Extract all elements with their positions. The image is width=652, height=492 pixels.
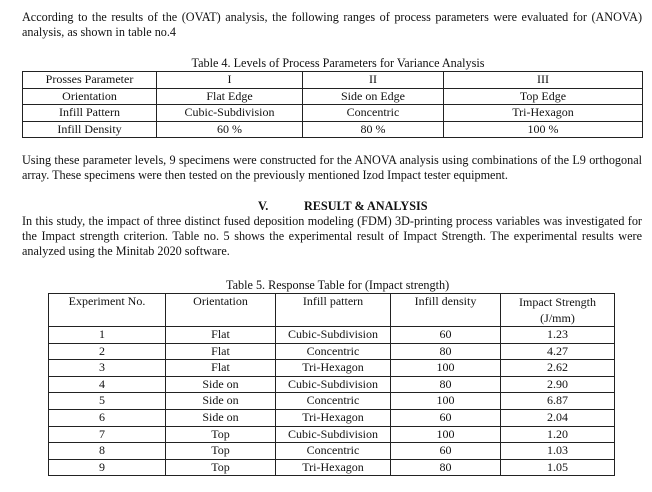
table-row [49, 327, 615, 344]
table-cell: Cubic-Subdivision [157, 105, 303, 122]
table-header-cell: Prosses Parameter [23, 72, 157, 89]
parameter-levels-table [22, 71, 643, 138]
table-cell: Top [166, 443, 276, 460]
impact-strength-header: Impact Strength [519, 295, 596, 309]
table-cell: Cubic-Subdivision [276, 327, 391, 344]
table4-caption: Table 4. Levels of Process Parameters for Variance Analysis [191, 56, 485, 70]
table-cell: Side on [166, 393, 276, 410]
table-cell: Concentric [276, 343, 391, 360]
table-row [23, 88, 643, 105]
table-cell: 1.23 [501, 327, 615, 344]
table-cell: 100 [391, 426, 501, 443]
table-cell: Flat [166, 360, 276, 377]
table-cell: Side on [166, 409, 276, 426]
table-cell: Tri-Hexagon [276, 459, 391, 476]
table-row [49, 360, 615, 377]
table-cell: 60 [391, 443, 501, 460]
table-cell: 60 % [157, 121, 303, 138]
table-row [49, 343, 615, 360]
table-row [23, 121, 643, 138]
table-cell: Flat [166, 343, 276, 360]
table-cell: Side on [166, 376, 276, 393]
intro-paragraph: According to the results of the (OVAT) analysis, the following ranges of process parameters were evaluated for (ANOVA) analysis, as shown in table no.4 [22, 10, 642, 39]
results-paragraph: In this study, the impact of three distinct fused deposition modeling (FDM) 3D-printing process variables was investigated for the Impact strength criterion. Table no. 5 shows the experimental result of Impact Strength. The experimental results were analyzed using the Minitab 2020 software. [22, 214, 642, 258]
table-row [49, 393, 615, 410]
table-cell: Cubic-Subdivision [276, 376, 391, 393]
table-cell: Concentric [303, 105, 444, 122]
impact-strength-unit: (J/mm) [540, 311, 575, 325]
method-paragraph: Using these parameter levels, 9 specimens were constructed for the ANOVA analysis using combinations of the L9 orthogonal array. These specimens were then tested on the previously mentioned Izod Impact tester equipment. [22, 153, 642, 182]
table-cell: 2.90 [501, 376, 615, 393]
table-cell: Cubic-Subdivision [276, 426, 391, 443]
table-row [49, 294, 615, 327]
table-cell: Tri-Hexagon [276, 360, 391, 377]
table-cell: Concentric [276, 393, 391, 410]
table-cell: 80 [391, 376, 501, 393]
table-cell: 100 [391, 360, 501, 377]
section-number: V. [258, 199, 269, 213]
table-header-cell: Orientation [166, 294, 276, 327]
table-cell: 1 [49, 327, 166, 344]
table-cell: 60 [391, 409, 501, 426]
table-cell: 80 [391, 459, 501, 476]
table5-caption: Table 5. Response Table for (Impact strength) [226, 278, 450, 292]
table-cell: 2 [49, 343, 166, 360]
table-cell: 80 [391, 343, 501, 360]
table-cell: 6 [49, 409, 166, 426]
section-title: RESULT & ANALYSIS [304, 199, 428, 213]
table-cell: 6.87 [501, 393, 615, 410]
table-cell: Side on Edge [303, 88, 444, 105]
table-row [49, 443, 615, 460]
table-row [49, 376, 615, 393]
table-row [49, 459, 615, 476]
table-header-cell: Infill density [391, 294, 501, 327]
table-cell: 100 % [444, 121, 643, 138]
table-cell: Flat Edge [157, 88, 303, 105]
table-header-cell [501, 294, 615, 327]
table-header-cell: II [303, 72, 444, 89]
table-cell: Top [166, 459, 276, 476]
table-row [23, 72, 643, 89]
table-header-cell: Experiment No. [49, 294, 166, 327]
table-cell: Concentric [276, 443, 391, 460]
table-cell: 60 [391, 327, 501, 344]
table-row [49, 409, 615, 426]
table-cell: Infill Density [23, 121, 157, 138]
table-cell: 1.20 [501, 426, 615, 443]
table-cell: 5 [49, 393, 166, 410]
table-cell: 8 [49, 443, 166, 460]
table-cell: Orientation [23, 88, 157, 105]
table-cell: Tri-Hexagon [444, 105, 643, 122]
table-cell: 1.05 [501, 459, 615, 476]
table-cell: Top Edge [444, 88, 643, 105]
table-cell: Flat [166, 327, 276, 344]
table-cell: 2.62 [501, 360, 615, 377]
table-row [49, 426, 615, 443]
table-cell: Tri-Hexagon [276, 409, 391, 426]
table-cell: 1.03 [501, 443, 615, 460]
table-cell: 2.04 [501, 409, 615, 426]
table-header-cell: I [157, 72, 303, 89]
table-cell: Infill Pattern [23, 105, 157, 122]
table-cell: 100 [391, 393, 501, 410]
table-cell: 80 % [303, 121, 444, 138]
table-cell: 9 [49, 459, 166, 476]
table-cell: 4.27 [501, 343, 615, 360]
table-cell: 4 [49, 376, 166, 393]
table-cell: 7 [49, 426, 166, 443]
impact-strength-table [48, 293, 615, 476]
table-header-cell: III [444, 72, 643, 89]
table-row [23, 105, 643, 122]
table-cell: 3 [49, 360, 166, 377]
table-cell: Top [166, 426, 276, 443]
table-header-cell: Infill pattern [276, 294, 391, 327]
